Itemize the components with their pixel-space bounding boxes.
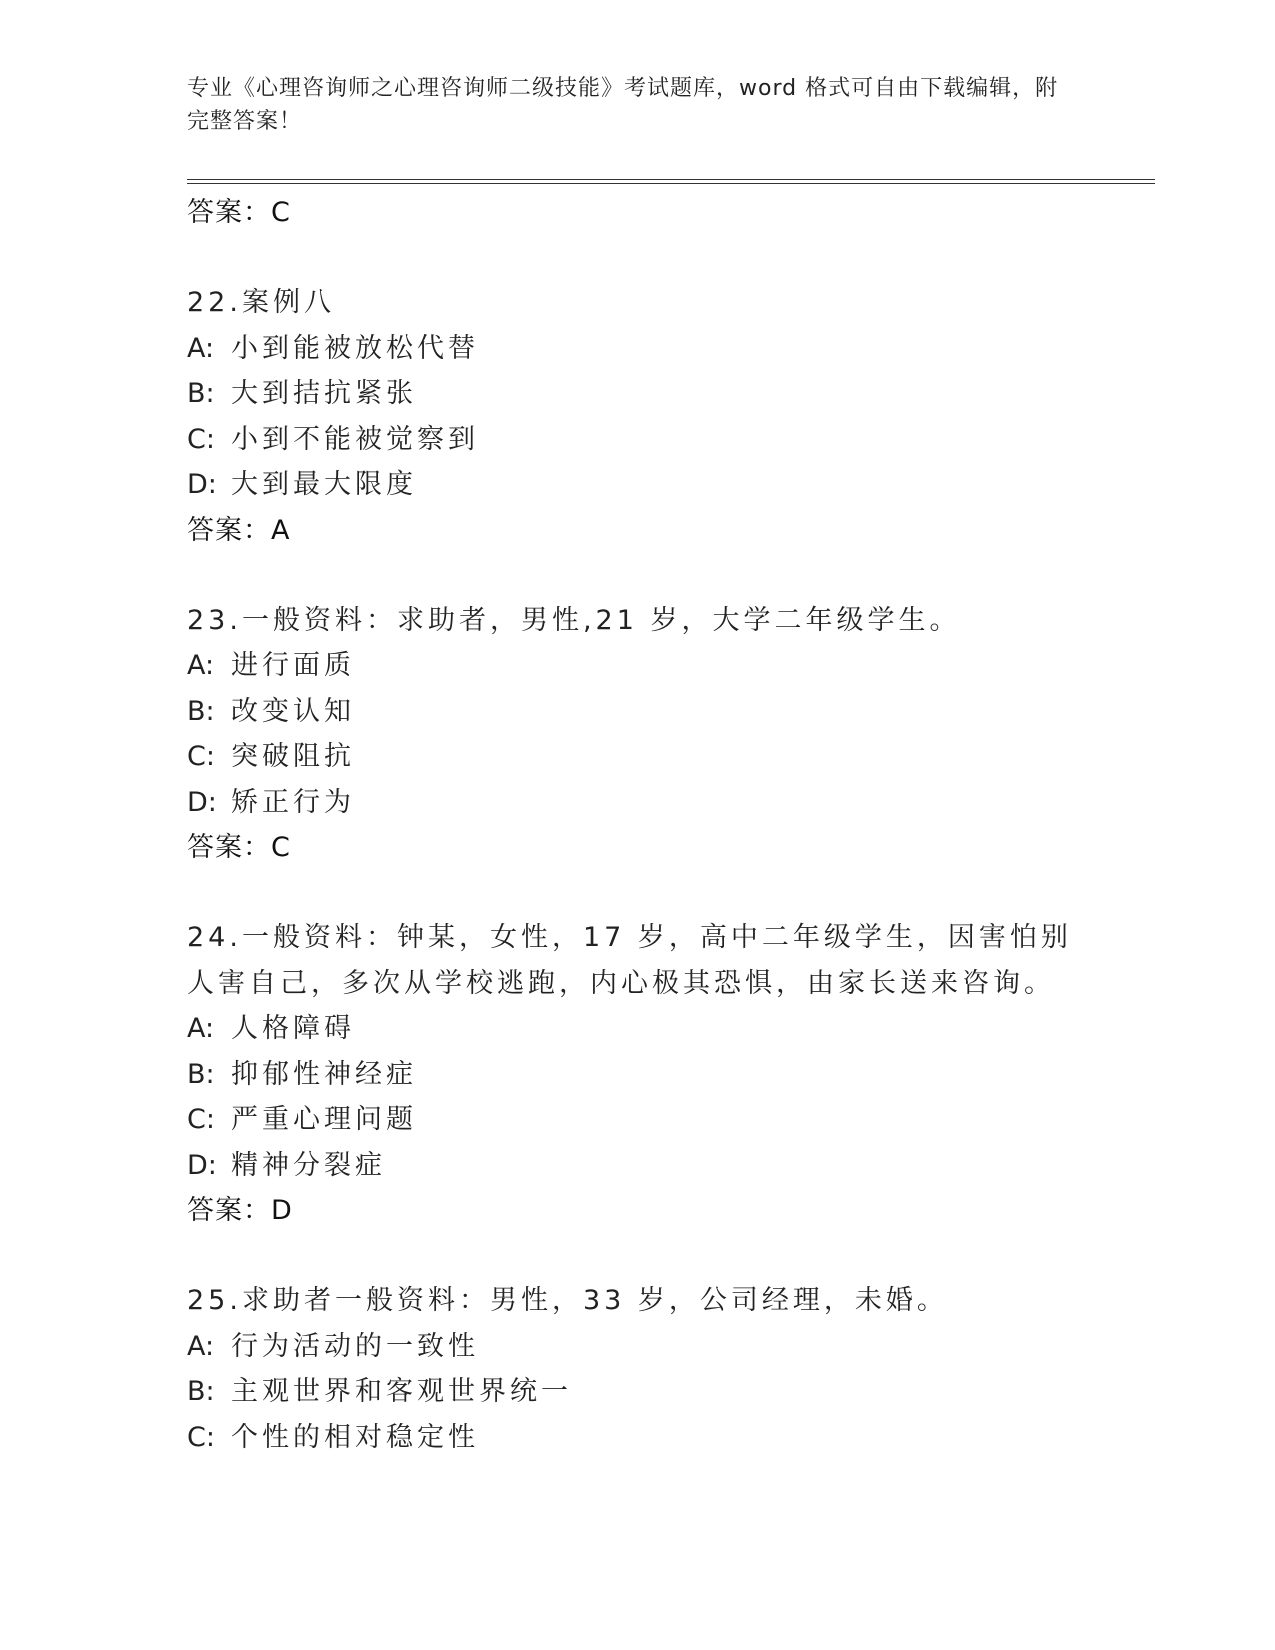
option-c xyxy=(187,1097,1087,1143)
option-label: C: xyxy=(187,423,215,455)
option-text: 进行面质 xyxy=(231,650,355,681)
question-title: 24.一般资料：钟某，女性，17 岁，高中二年级学生，因害怕别人害自己，多次从学校逃跑，内心极其恐惧，由家长送来咨询。 xyxy=(187,922,1072,999)
option-text: 大到拮抗紧张 xyxy=(231,378,417,409)
option-d xyxy=(187,780,1087,826)
option-c xyxy=(187,734,1087,780)
option-label: C: xyxy=(187,1104,215,1135)
option-label: D: xyxy=(187,1149,217,1181)
question-22 xyxy=(187,280,1087,553)
document-header: 专业《心理咨询师之心理咨询师二级技能》考试题库，word 格式可自由下载编辑，附完整答案！ xyxy=(187,76,1059,134)
option-a xyxy=(187,1006,1087,1052)
option-text: 主观世界和客观世界统一 xyxy=(231,1376,572,1407)
option-c xyxy=(187,417,1087,463)
option-b xyxy=(187,1369,1087,1415)
question-list xyxy=(187,190,1087,1460)
option-label: B: xyxy=(187,378,215,409)
option-text: 严重心理问题 xyxy=(231,1104,417,1135)
option-b xyxy=(187,689,1087,735)
option-label: A: xyxy=(187,332,215,364)
question-23 xyxy=(187,598,1087,871)
option-label: A: xyxy=(187,1013,215,1044)
header-rule-top xyxy=(187,179,1155,180)
option-label: A: xyxy=(187,650,215,681)
option-label: C: xyxy=(187,741,215,772)
question-title: 23.一般资料：求助者，男性,21 岁，大学二年级学生。 xyxy=(187,604,961,636)
option-label: C: xyxy=(187,1421,215,1453)
option-text: 改变认知 xyxy=(231,695,355,727)
question-24 xyxy=(187,915,1087,1233)
question-25 xyxy=(187,1278,1087,1460)
option-label: D: xyxy=(187,469,217,500)
header-rule-bottom xyxy=(187,183,1155,184)
option-text: 人格障碍 xyxy=(231,1013,355,1044)
option-label: B: xyxy=(187,1058,215,1090)
option-b xyxy=(187,1052,1087,1098)
option-label: B: xyxy=(187,695,215,727)
option-text: 行为活动的一致性 xyxy=(231,1330,479,1362)
option-c xyxy=(187,1415,1087,1461)
option-text: 突破阻抗 xyxy=(231,741,355,772)
option-text: 矫正行为 xyxy=(231,786,355,818)
option-d xyxy=(187,462,1087,508)
option-text: 个性的相对稳定性 xyxy=(231,1421,479,1453)
option-text: 大到最大限度 xyxy=(231,469,417,500)
option-d xyxy=(187,1143,1087,1189)
option-b xyxy=(187,371,1087,417)
option-a xyxy=(187,326,1087,372)
option-label: A: xyxy=(187,1330,215,1362)
option-text: 精神分裂症 xyxy=(231,1149,386,1181)
answer-line: 答案：A xyxy=(187,514,291,546)
option-text: 小到不能被觉察到 xyxy=(231,423,479,455)
option-label: D: xyxy=(187,786,217,818)
answer-line: 答案：D xyxy=(187,1195,293,1226)
option-text: 小到能被放松代替 xyxy=(231,332,479,364)
option-a xyxy=(187,1324,1087,1370)
option-a xyxy=(187,643,1087,689)
answer-line: 答案：C xyxy=(187,197,291,228)
answer-line: 答案：C xyxy=(187,832,291,863)
option-text: 抑郁性神经症 xyxy=(231,1058,417,1090)
option-label: B: xyxy=(187,1376,215,1407)
question-title: 22.案例八 xyxy=(187,287,335,318)
question-title: 25.求助者一般资料：男性，33 岁，公司经理，未婚。 xyxy=(187,1285,948,1316)
